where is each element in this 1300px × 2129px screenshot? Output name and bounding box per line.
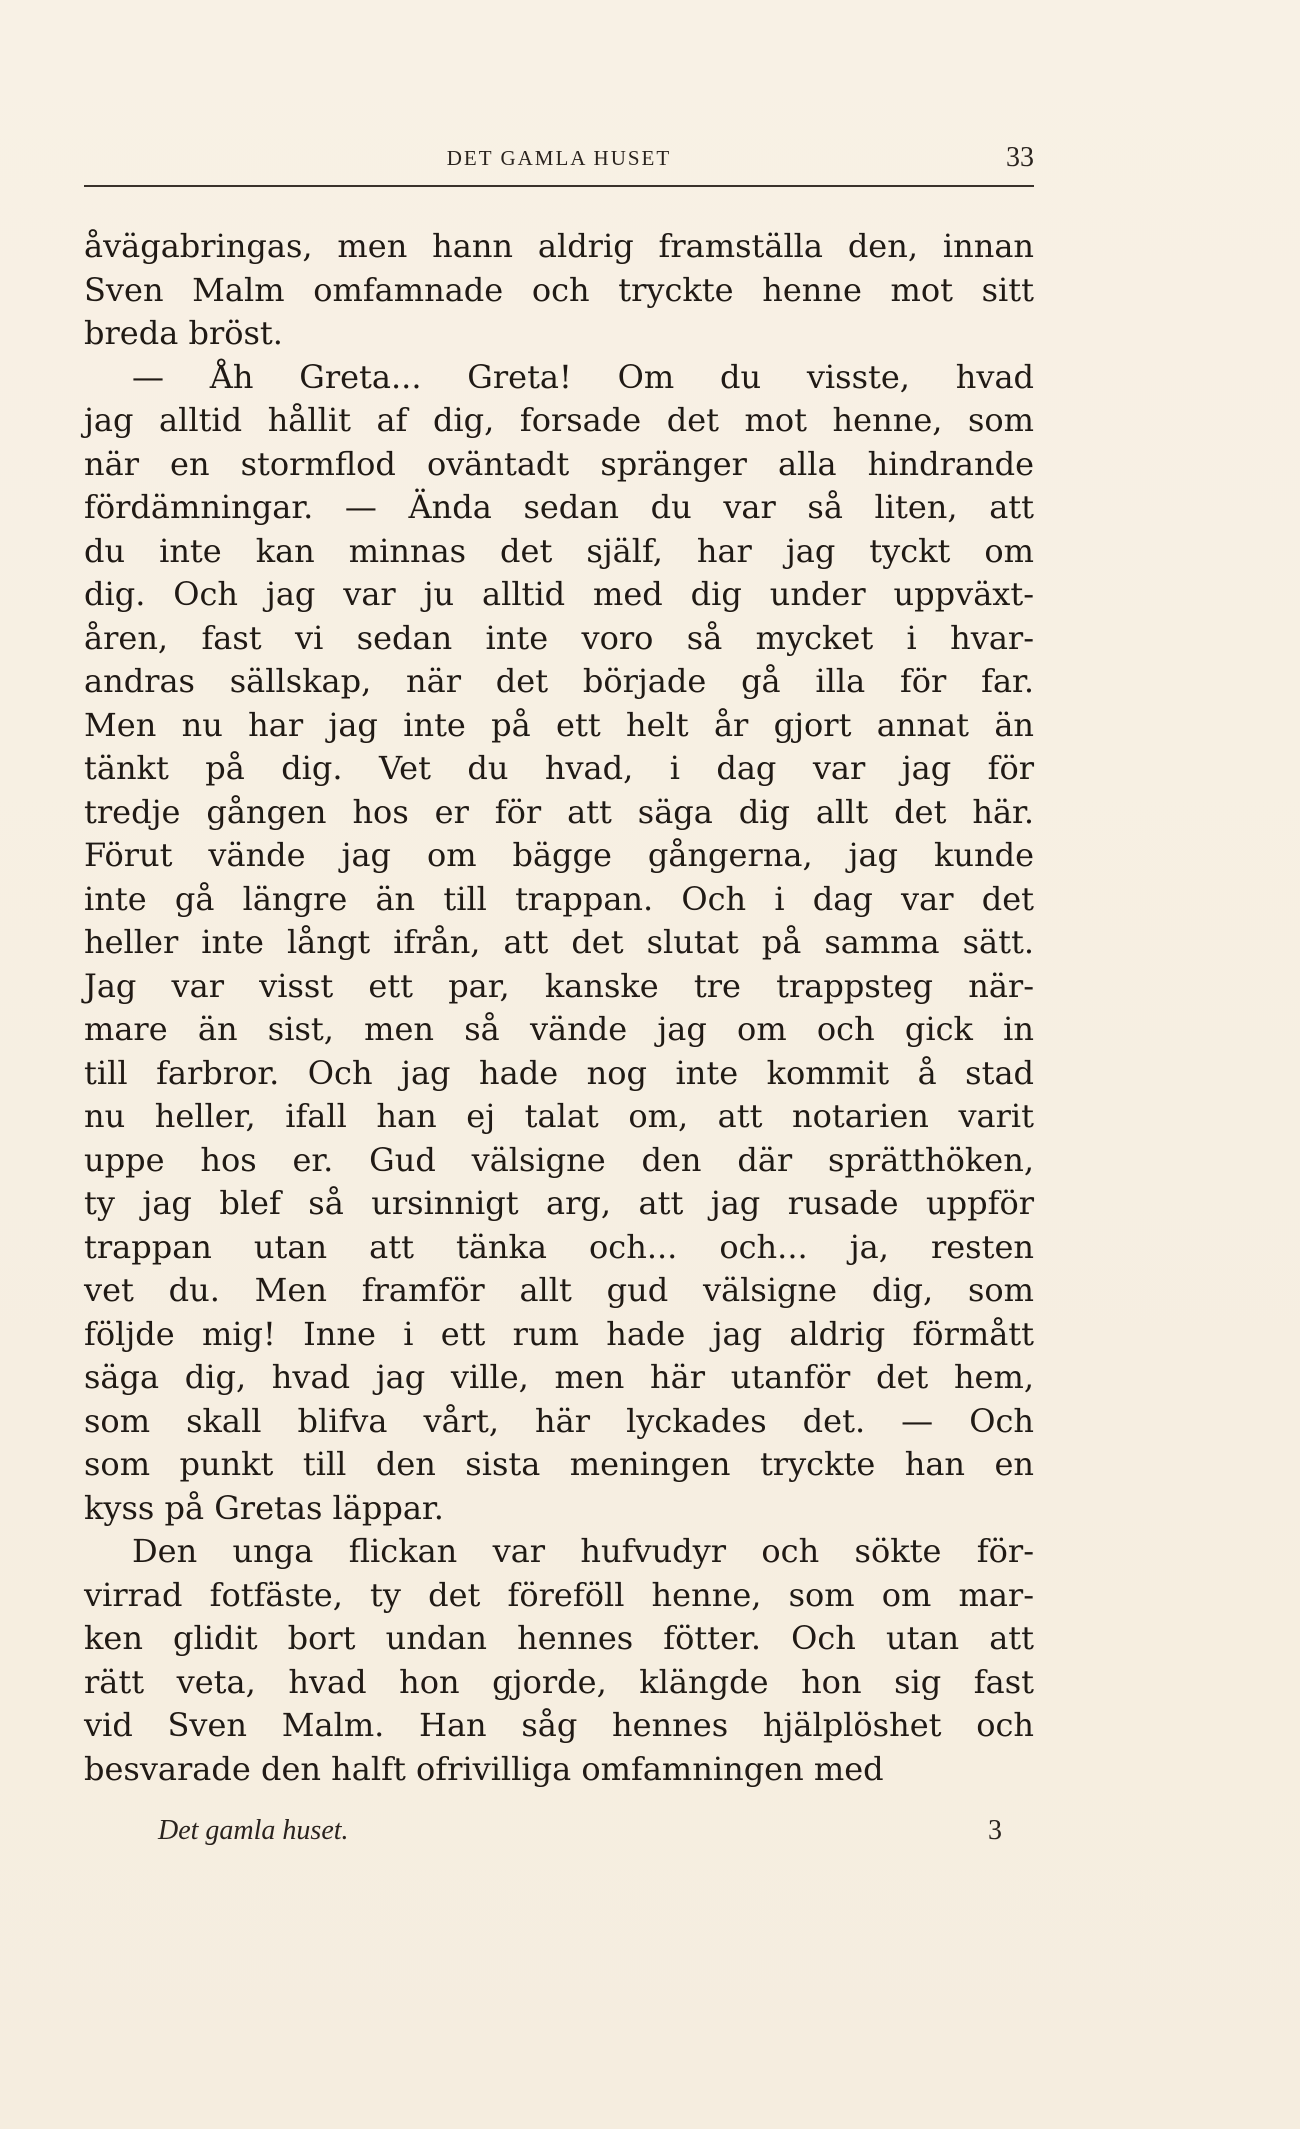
signature-title: Det gamla huset. (158, 1815, 349, 1846)
text-line: mare än sist, men så vände jag om och gick in (84, 1010, 1034, 1048)
text-line: åvägabringas, men hann aldrig framställa den, innan (84, 227, 1034, 265)
text-line: besvarade den halft ofrivilliga omfamningen med (84, 1749, 884, 1788)
text-line: jag alltid hållit af dig, forsade det mot henne, som (84, 401, 1034, 439)
text-line: Jag var visst ett par, kanske tre trappsteg när- (84, 966, 1034, 1005)
signature-number: 3 (988, 1815, 1002, 1846)
text-line: kyss på Gretas läppar. (84, 1488, 444, 1527)
text-line: när en stormflod oväntadt spränger alla hindrande (84, 444, 1034, 483)
text-line: rätt veta, hvad hon gjorde, klängde hon sig fast (84, 1662, 1034, 1701)
text-line: dig. Och jag var ju alltid med dig under uppväxt- (84, 575, 1034, 613)
running-head (84, 142, 1034, 182)
text-line: andras sällskap, när det började gå illa för far. (84, 662, 1034, 700)
text-line: du inte kan minnas det själf, har jag tyckt om (84, 531, 1034, 570)
body-text (84, 225, 1034, 1791)
text-line: följde mig! Inne i ett rum hade jag aldrig förmått (84, 1314, 1034, 1353)
text-line: som punkt till den sista meningen tryckte han en (84, 1445, 1034, 1483)
text-line: inte gå längre än till trappan. Och i dag var det (84, 879, 1034, 918)
text-line: Den unga flickan var hufvudyr och sökte för- (132, 1532, 1034, 1570)
text-line: — Åh Greta... Greta! Om du visste, hvad (132, 357, 1034, 396)
text-line: säga dig, hvad jag ville, men här utanför det hem, (84, 1358, 1034, 1396)
text-line: virrad fotfäste, ty det föreföll henne, som om mar- (84, 1575, 1034, 1614)
text-line: tänkt på dig. Vet du hvad, i dag var jag för (84, 749, 1034, 787)
text-line: åren, fast vi sedan inte voro så mycket i hvar- (84, 618, 1034, 657)
header-rule (84, 185, 1034, 187)
text-line: till farbror. Och jag hade nog inte kommit å stad (84, 1053, 1034, 1092)
text-line: som skall blifva vårt, här lyckades det. — Och (84, 1401, 1034, 1440)
text-line: trappan utan att tänka och... och... ja, resten (84, 1227, 1034, 1266)
running-title: DET GAMLA HUSET (446, 146, 672, 170)
text-line: ty jag blef så ursinnigt arg, att jag rusade uppför (84, 1184, 1034, 1222)
page-number: 33 (1006, 142, 1034, 173)
text-line: breda bröst. (84, 314, 283, 352)
text-line: Sven Malm omfamnade och tryckte henne mot sitt (84, 270, 1034, 309)
text-line: uppe hos er. Gud välsigne den där sprätthöken, (84, 1140, 1034, 1179)
text-line: nu heller, ifall han ej talat om, att notarien varit (84, 1097, 1034, 1135)
text-line: Förut vände jag om bägge gångerna, jag kunde (84, 836, 1034, 874)
text-line: vet du. Men framför allt gud välsigne dig, som (84, 1271, 1034, 1309)
text-line: heller inte långt ifrån, att det slutat på samma sätt. (84, 923, 1034, 961)
text-line: ken glidit bort undan hennes fötter. Och utan att (84, 1619, 1034, 1657)
text-line: vid Sven Malm. Han såg hennes hjälplöshet och (84, 1706, 1034, 1744)
page-footer (84, 1815, 1034, 1859)
text-line: fördämningar. — Ända sedan du var så liten, att (84, 488, 1034, 526)
text-line: tredje gången hos er för att säga dig allt det här. (84, 792, 1034, 831)
text-line: Men nu har jag inte på ett helt år gjort annat än (84, 705, 1034, 744)
